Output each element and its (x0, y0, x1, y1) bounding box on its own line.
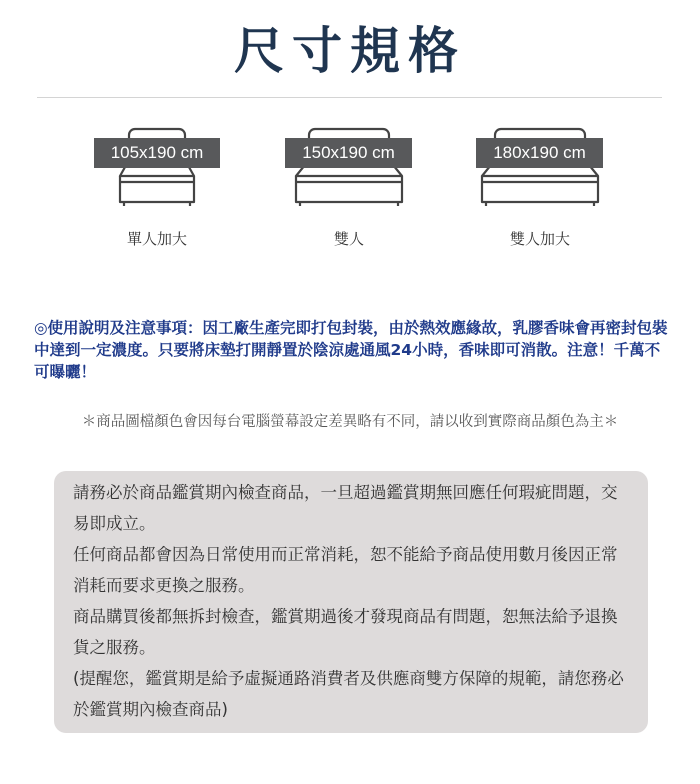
title-divider (37, 97, 662, 98)
notice-paragraph: 商品購買後都無拆封檢查，鑑賞期過後才發現商品有問題，恕無法給予退換貨之服務。 (73, 607, 618, 657)
notice-paragraph: 請務必於商品鑑賞期內檢查商品，一旦超過鑑賞期無回應任何瑕疵問題，交易即成立。 (73, 483, 618, 533)
notice-paragraph: (提醒您，鑑賞期是給予虛擬通路消費者及供應商雙方保障的規範，請您務必於鑑賞期內檢查商品) (73, 669, 624, 719)
bed-size-badge: 105x190 cm (94, 138, 220, 168)
notice-box (54, 471, 648, 733)
bed-label: 雙人加大 (509, 230, 570, 248)
bed-label: 單人加大 (126, 230, 187, 248)
color-disclaimer: ＊商品圖檔顏色會因每台電腦螢幕設定差異略有不同，請以收到實際商品顏色為主＊ (81, 414, 619, 430)
notice-paragraph: 任何商品都會因為日常使用而正常消耗，恕不能給予商品使用數月後因正常消耗而要求更換之服務。 (73, 545, 618, 595)
bed-label: 雙人 (333, 230, 364, 248)
page-title: 尺寸規格 (234, 22, 466, 80)
bed-size-badge: 150x190 cm (285, 138, 412, 168)
bed-size-badge: 180x190 cm (476, 138, 603, 168)
usage-note: ◎使用說明及注意事項：因工廠生產完即打包封裝，由於熱效應緣故，乳膠香味會再密封包裝中達到一定濃度。只要將床墊打開靜置於陰涼處通風24小時，香味即可消散。注意！千萬不可曝曬！ (34, 319, 668, 381)
